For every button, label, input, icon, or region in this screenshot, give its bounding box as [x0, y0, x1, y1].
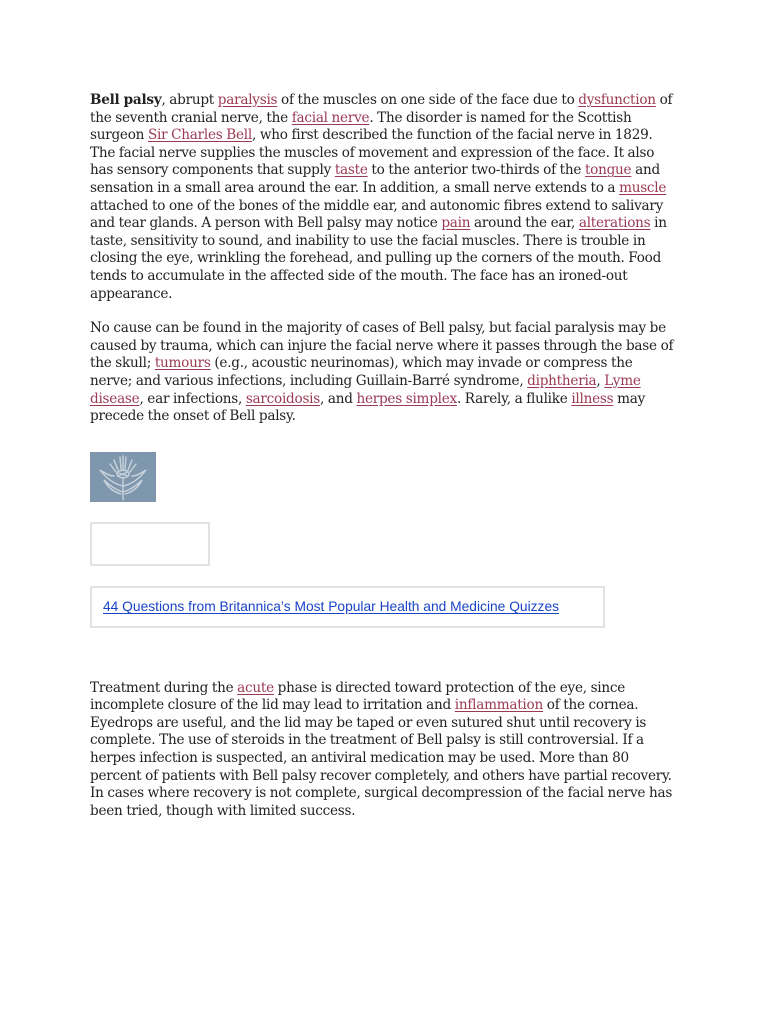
article-link[interactable]: Lyme disease	[90, 372, 641, 407]
article-link[interactable]: diphtheria	[527, 372, 597, 389]
article-text: , and	[320, 390, 357, 407]
article-text: . The disorder is named for the Scottish surgeon	[90, 109, 632, 144]
article-link[interactable]: acute	[237, 679, 274, 696]
article-link[interactable]: facial nerve	[291, 109, 370, 126]
article-paragraph-3	[90, 680, 678, 821]
article-link[interactable]: herpes simplex	[356, 390, 457, 407]
article-link[interactable]: Sir Charles Bell	[147, 127, 252, 144]
article-link[interactable]: dysfunction	[578, 92, 656, 108]
thistle-icon	[90, 452, 156, 502]
article-text: ,	[596, 372, 605, 389]
article-text: (e.g., acoustic neurinomas), which may invade or compress the nerve; and various infections, including Guillain-Barré syndrome,	[90, 355, 633, 389]
article-link[interactable]: tumours	[154, 355, 211, 372]
article-text: to the anterior two-thirds of the	[367, 162, 585, 179]
article-text: Treatment during the	[90, 679, 238, 696]
article-text: , who first described the function of the facial nerve in 1829. The facial nerve supplies the muscles of movement and expression of the face. It also has sensory components that supply	[90, 127, 655, 179]
article-paragraph-2	[90, 320, 678, 426]
article-text: of the cornea. Eyedrops are useful, and the lid may be taped or even sutured shut until recovery is complete. The use of steroids in the treatment of Bell palsy is still controversial. If a herpes infection is suspected, an antiviral medication may be used. More than 80 percent of patients with Bell palsy recover completely, and others have partial recovery. In cases where recovery is not complete, surgical decompression of the facial nerve has been tried, though with limited success.	[90, 697, 673, 819]
article-text: in taste, sensitivity to sound, and inability to use the facial muscles. There is trouble in closing the eye, wrinkling the forehead, and pulling up the corners of the mouth. Food tends to accumulate in the affected side of the mouth. The face has an ironed-out appearance.	[90, 215, 667, 302]
quiz-link-box	[90, 586, 605, 628]
quiz-link[interactable]: 44 Questions from Britannica’s Most Popular Health and Medicine Quizzes	[103, 599, 560, 615]
article-text: No cause can be found in the majority of cases of Bell palsy, but facial paralysis may be caused by trauma, which can injure the facial nerve where it passes through the base of the skull;	[90, 320, 674, 372]
article-paragraph-1	[90, 92, 678, 303]
article-text: of the muscles on one side of the face due to	[277, 92, 579, 108]
article-text: of the seventh cranial nerve, the	[90, 92, 673, 126]
article-text: , ear infections,	[139, 390, 246, 407]
article-term: Bell palsy	[90, 92, 162, 108]
article-text: phase is directed toward protection of the eye, since incomplete closure of the lid may lead to irritation and	[90, 679, 626, 714]
article-link[interactable]: inflammation	[454, 697, 543, 714]
article-link[interactable]: sarcoidosis	[245, 390, 320, 407]
section-spacer	[90, 628, 678, 680]
article-text: and sensation in a small area around the ear. In addition, a small nerve extends to a	[90, 162, 660, 196]
article-link[interactable]: illness	[571, 390, 614, 407]
thistle-thumbnail[interactable]	[90, 452, 156, 502]
article-text: . Rarely, a flulike	[456, 390, 572, 407]
article-link[interactable]: muscle	[619, 179, 667, 196]
article-text: attached to one of the bones of the middle ear, and autonomic fibres extend to salivary and tear glands. A person with Bell palsy may notice	[90, 197, 664, 232]
article-text: , abrupt	[161, 92, 218, 108]
empty-content-box	[90, 522, 210, 566]
article-link[interactable]: paralysis	[217, 92, 278, 108]
article-link[interactable]: pain	[441, 215, 471, 232]
article-text: may precede the onset of Bell palsy.	[90, 390, 646, 425]
article-link[interactable]: alterations	[578, 215, 651, 232]
article-body	[90, 92, 678, 820]
article-link[interactable]: taste	[334, 162, 368, 179]
article-link[interactable]: tongue	[584, 162, 632, 179]
article-text: around the ear,	[470, 215, 579, 232]
